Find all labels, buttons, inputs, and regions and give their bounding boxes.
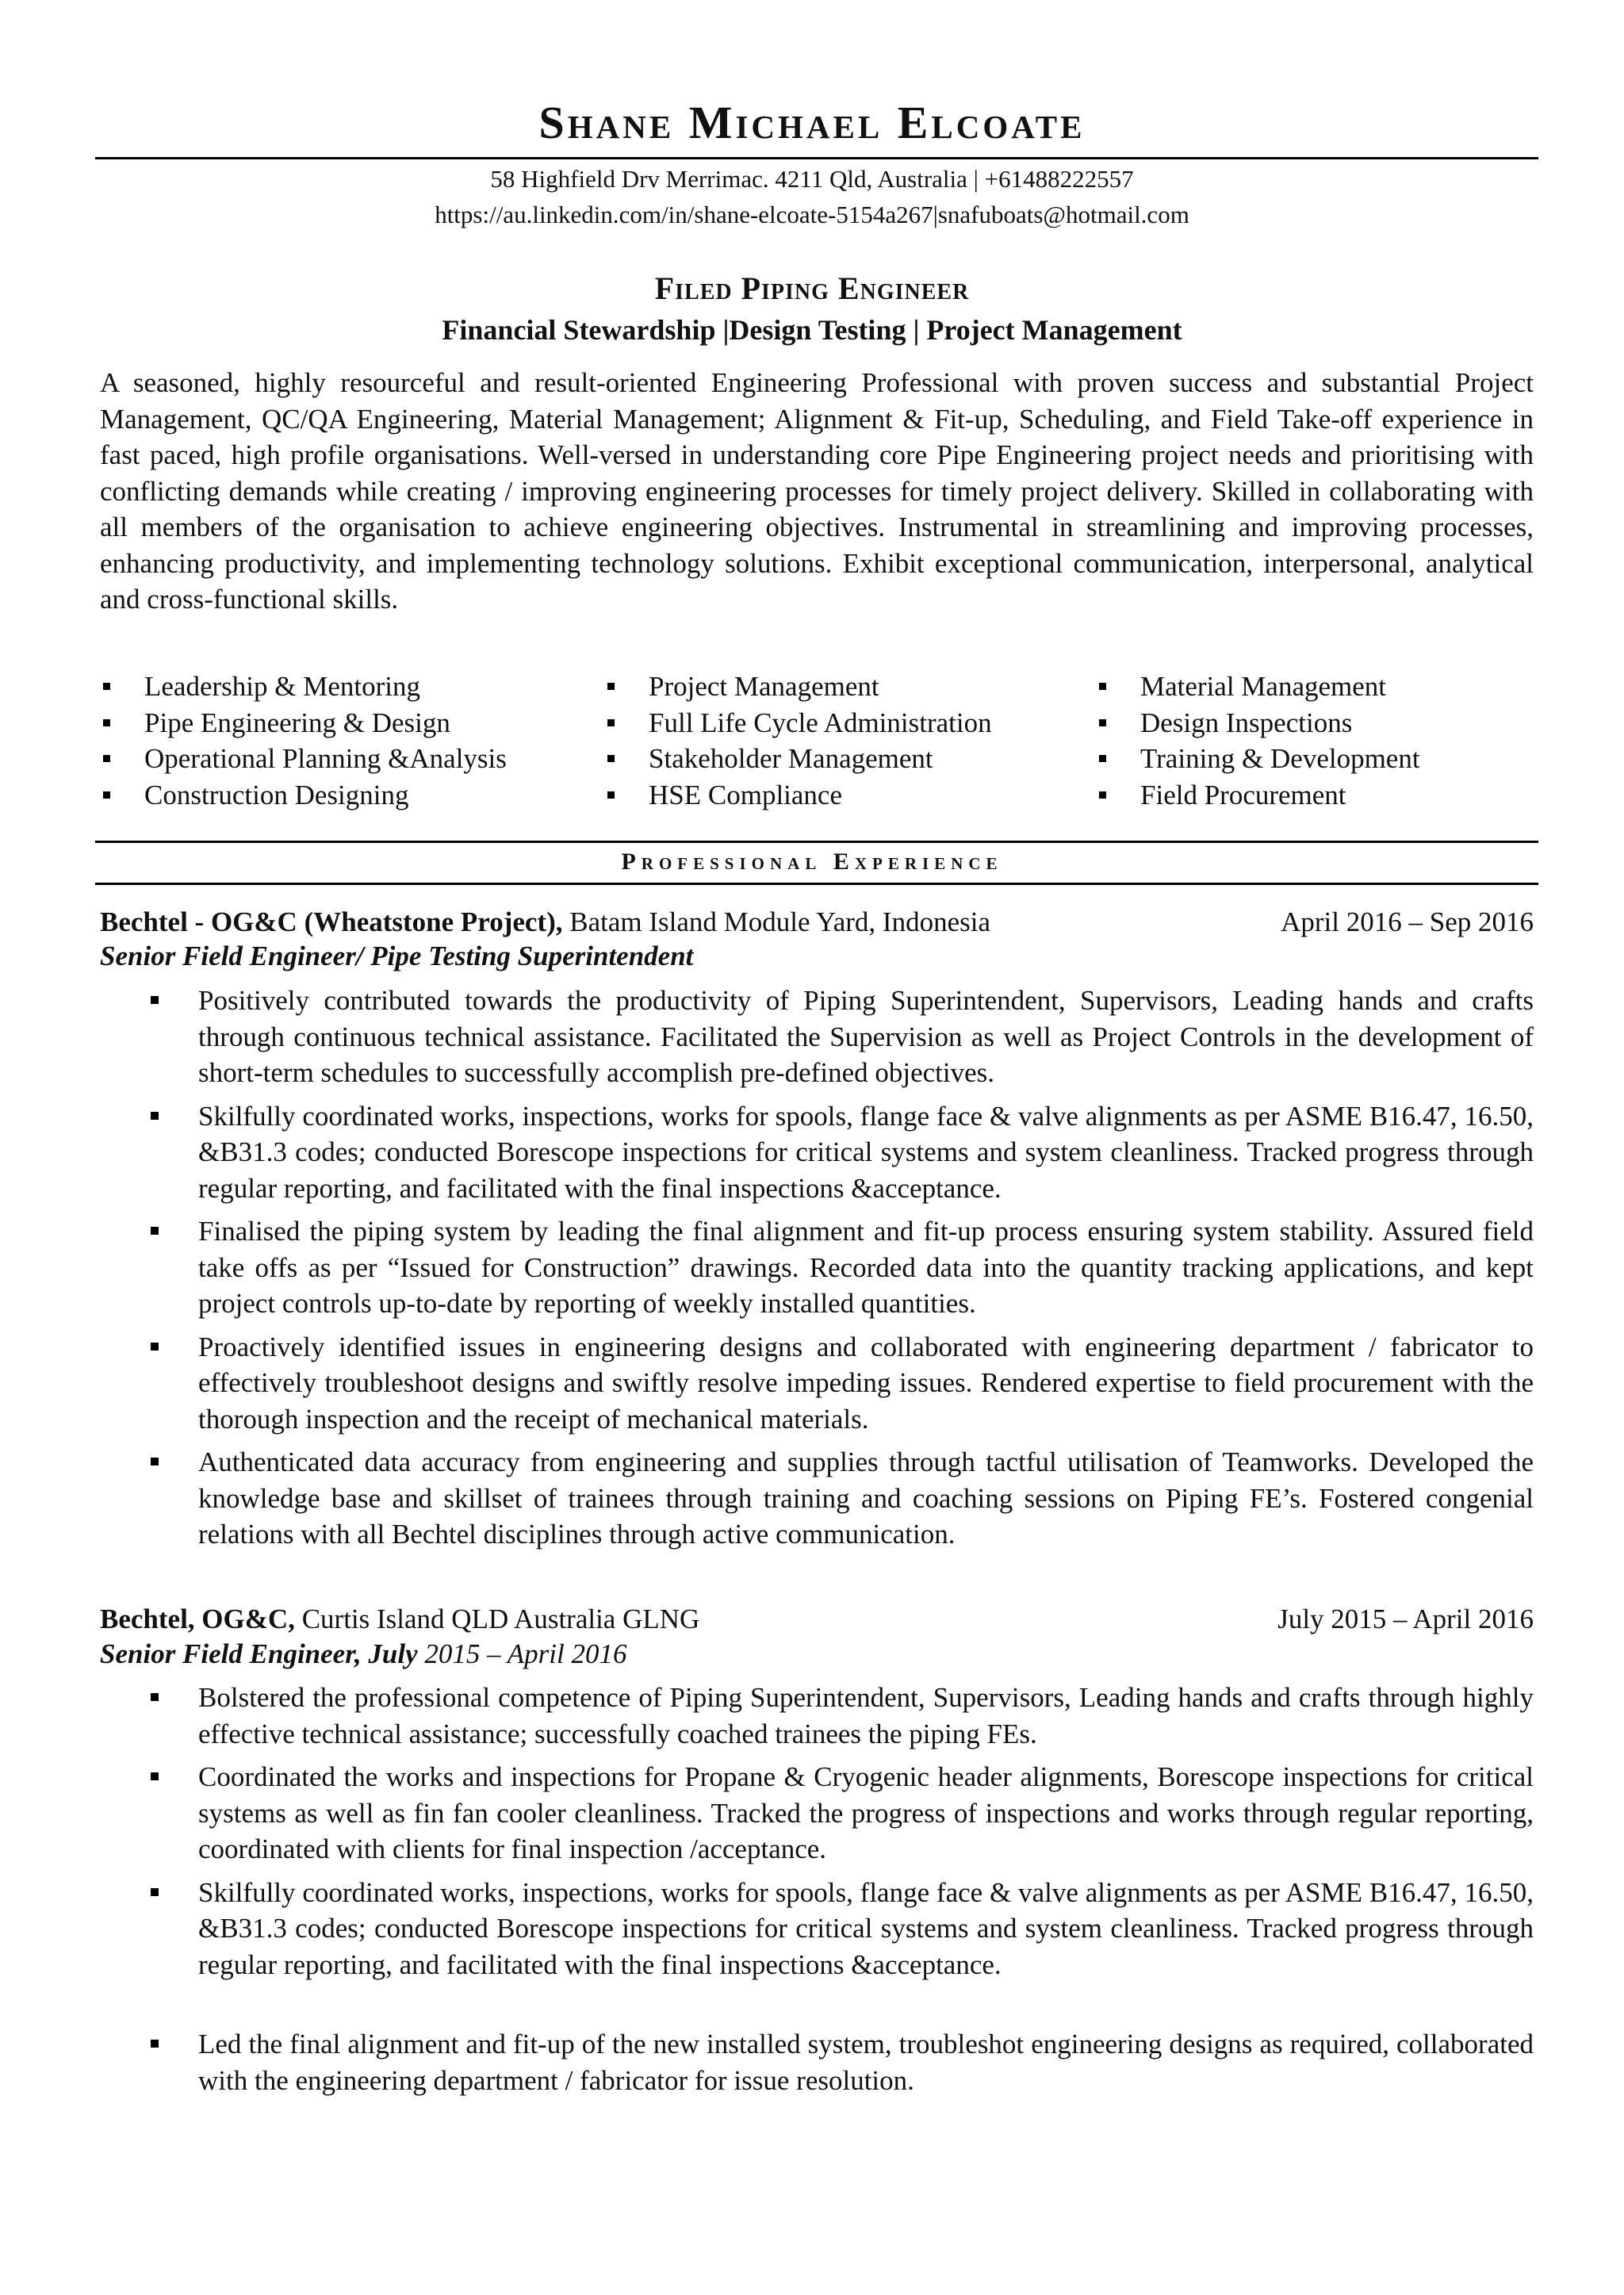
- skill-label: HSE Compliance: [649, 779, 842, 810]
- skill-item: [599, 741, 1091, 777]
- job-bullets: [151, 1680, 1534, 2098]
- bullet-square-icon: [151, 996, 159, 1004]
- bullet-square-icon: [151, 1693, 159, 1701]
- bullet-square-icon: [103, 755, 110, 762]
- skill-label: Material Management: [1140, 671, 1387, 702]
- bullet-text: Proactively identified issues in engineering designs and collaborated with engineering department / fabricator to effectively troubleshoot designs and swiftly resolve impeding issues. Rendered expertise to field procurement with the thorough inspection and the receipt of mechanical materials.: [198, 1331, 1534, 1435]
- headline-subtitle: Financial Stewardship |Design Testing | Project Management: [442, 314, 1182, 346]
- job-bullet: [151, 983, 1534, 1091]
- bullet-square-icon: [151, 2040, 159, 2048]
- skills-column-1: [95, 669, 599, 813]
- job-dates: July 2015 – April 2016: [1277, 1603, 1534, 1634]
- bullet-square-icon: [103, 683, 110, 690]
- skill-label: Training & Development: [1140, 743, 1420, 774]
- candidate-name: Shane Michael Elcoate: [538, 97, 1086, 148]
- skill-label: Construction Designing: [144, 779, 409, 810]
- skills-column-3: [1091, 669, 1538, 813]
- skill-label: Design Inspections: [1140, 707, 1353, 738]
- skill-item: [95, 741, 599, 777]
- bullet-square-icon: [103, 719, 110, 726]
- job-company-location: [100, 908, 990, 936]
- bullet-text: Positively contributed towards the productivity of Piping Superintendent, Supervisors, Leading hands and crafts through continuous technical assistance. Facilitated the Supervision as well as Project Controls in the development of short-term schedules to successfully accomplish pre-defined objectives.: [198, 985, 1534, 1088]
- bullet-square-icon: [607, 719, 615, 726]
- skill-item: [95, 777, 599, 814]
- job-bullet: [151, 1759, 1534, 1868]
- skill-item: [1091, 705, 1538, 741]
- section-divider-top: [95, 841, 1538, 843]
- job-bullet: [151, 1213, 1534, 1322]
- skill-label: Pipe Engineering & Design: [144, 707, 450, 738]
- bullet-square-icon: [151, 1772, 159, 1780]
- bullet-square-icon: [607, 791, 615, 799]
- skill-item: [1091, 669, 1538, 705]
- skills-column-2: [599, 669, 1091, 813]
- skill-item: [599, 669, 1091, 705]
- contact-web-email: https://au.linkedin.com/in/shane-elcoate-5154a267|snafuboats@hotmail.com: [435, 201, 1189, 228]
- job-bullet: [151, 2026, 1534, 2098]
- job-location: Batam Island Module Yard, Indonesia: [569, 906, 990, 937]
- skill-item: [599, 705, 1091, 741]
- job-header: [100, 908, 1534, 936]
- job-header: [100, 1605, 1534, 1633]
- bullet-square-icon: [151, 1458, 159, 1466]
- bullet-text: Coordinated the works and inspections for Propane & Cryogenic header alignments, Borescope inspections for critical systems as well as fin fan cooler cleanliness. Tracked the progress of inspections and works through regular reporting, coordinated with clients for final inspection /acceptance.: [198, 1761, 1534, 1864]
- skill-label: Field Procurement: [1140, 779, 1346, 810]
- skill-item: [95, 705, 599, 741]
- professional-summary: A seasoned, highly resourceful and result-oriented Engineering Professional with proven success and substantial Project Management, QC/QA Engineering, Material Management; Alignment & Fit-up, Scheduling, and Field Take-off experience in fast paced, high profile organisations. Well-versed in understanding core Pipe Engineering project needs and prioritising with conflicting demands while creating / improving engineering processes for timely project delivery. Skilled in collaborating with all members of the organisation to achieve engineering objectives. Instrumental in streamlining and improving processes, enhancing productivity, and implementing technology solutions. Exhibit exceptional communication, interpersonal, analytical and cross-functional skills.: [100, 367, 1534, 615]
- job-company-location: [100, 1605, 699, 1633]
- bullet-square-icon: [103, 791, 110, 799]
- skills-list: [95, 669, 1538, 813]
- skill-label: Operational Planning &Analysis: [144, 743, 507, 774]
- bullet-square-icon: [151, 1112, 159, 1120]
- bullet-text: Skilfully coordinated works, inspections, works for spools, flange face & valve alignments as per ASME B16.47, 16.50, &B31.3 codes; conducted Borescope inspections for critical systems and system cleanliness. Tracked progress through regular reporting, and facilitated with the final inspections &acceptance.: [198, 1100, 1534, 1204]
- job-location: Curtis Island QLD Australia GLNG: [301, 1603, 700, 1634]
- bullet-text: Authenticated data accuracy from engineering and supplies through tactful utilisation of Teamworks. Developed the knowledge base and skillset of trainees through training and coaching sessions on Piping FE’s. Fostered congenial relations with all Bechtel disciplines through active communication.: [198, 1446, 1534, 1550]
- job-role: [100, 1640, 626, 1668]
- job-bullet: [151, 1098, 1534, 1207]
- skill-label: Project Management: [649, 671, 879, 702]
- header-divider: [95, 157, 1538, 159]
- skill-label: Full Life Cycle Administration: [649, 707, 992, 738]
- bullet-square-icon: [607, 683, 615, 690]
- bullet-text: Finalised the piping system by leading the final alignment and fit-up process ensuring system stability. Assured field take offs as per “Issued for Construction” drawings. Recorded data into the quantity tracking applications, and kept project controls up-to-date by reporting of weekly installed quantities.: [198, 1216, 1534, 1319]
- section-heading-experience: Professional Experience: [621, 849, 1003, 875]
- bullet-text: Skilfully coordinated works, inspections, works for spools, flange face & valve alignments as per ASME B16.47, 16.50, &B31.3 codes; conducted Borescope inspections for critical systems and system cleanliness. Tracked progress through regular reporting, and facilitated with the final inspections &acceptance.: [198, 1876, 1534, 1980]
- job-role-title: Senior Field Engineer/ Pipe Testing Superintendent: [100, 941, 694, 971]
- job-bullet: [151, 1444, 1534, 1553]
- job-bullet: [151, 1875, 1534, 1983]
- bullet-square-icon: [1099, 683, 1106, 690]
- bullet-square-icon: [151, 1343, 159, 1351]
- contact-address: 58 Highfield Drv Merrimac. 4211 Qld, Australia | +61488222557: [490, 165, 1134, 193]
- section-divider-bottom: [95, 883, 1538, 885]
- bullet-text: Led the final alignment and fit-up of the new installed system, troubleshot engineering designs as required, collaborated with the engineering department / fabricator for issue resolution.: [198, 2029, 1534, 2096]
- skill-item: [1091, 741, 1538, 777]
- job-company: Bechtel - OG&C (Wheatstone Project),: [100, 906, 563, 937]
- skill-item: [599, 777, 1091, 814]
- skill-item: [95, 669, 599, 705]
- bullet-square-icon: [1099, 755, 1106, 762]
- job-company: Bechtel, OG&C,: [100, 1603, 295, 1634]
- job-title-heading: Filed Piping Engineer: [654, 270, 970, 306]
- bullet-square-icon: [151, 1227, 159, 1235]
- job-bullet: [151, 1329, 1534, 1438]
- skill-label: Leadership & Mentoring: [144, 671, 420, 702]
- bullet-square-icon: [607, 755, 615, 762]
- bullet-square-icon: [151, 1888, 159, 1896]
- job-bullet: [151, 1680, 1534, 1752]
- bullet-square-icon: [1099, 791, 1106, 799]
- bullet-text: Bolstered the professional competence of Piping Superintendent, Supervisors, Leading hands and crafts through highly effective technical assistance; successfully coached trainees the piping FEs.: [198, 1682, 1534, 1749]
- job-dates: April 2016 – Sep 2016: [1281, 906, 1534, 937]
- bullet-square-icon: [1099, 719, 1106, 726]
- job-role-title: Senior Field Engineer, July: [100, 1638, 418, 1669]
- skill-item: [1091, 777, 1538, 814]
- job-bullets: [151, 983, 1534, 1553]
- skill-label: Stakeholder Management: [649, 743, 933, 774]
- job-role-dates: 2015 – April 2016: [424, 1638, 627, 1669]
- job-role: [100, 942, 693, 970]
